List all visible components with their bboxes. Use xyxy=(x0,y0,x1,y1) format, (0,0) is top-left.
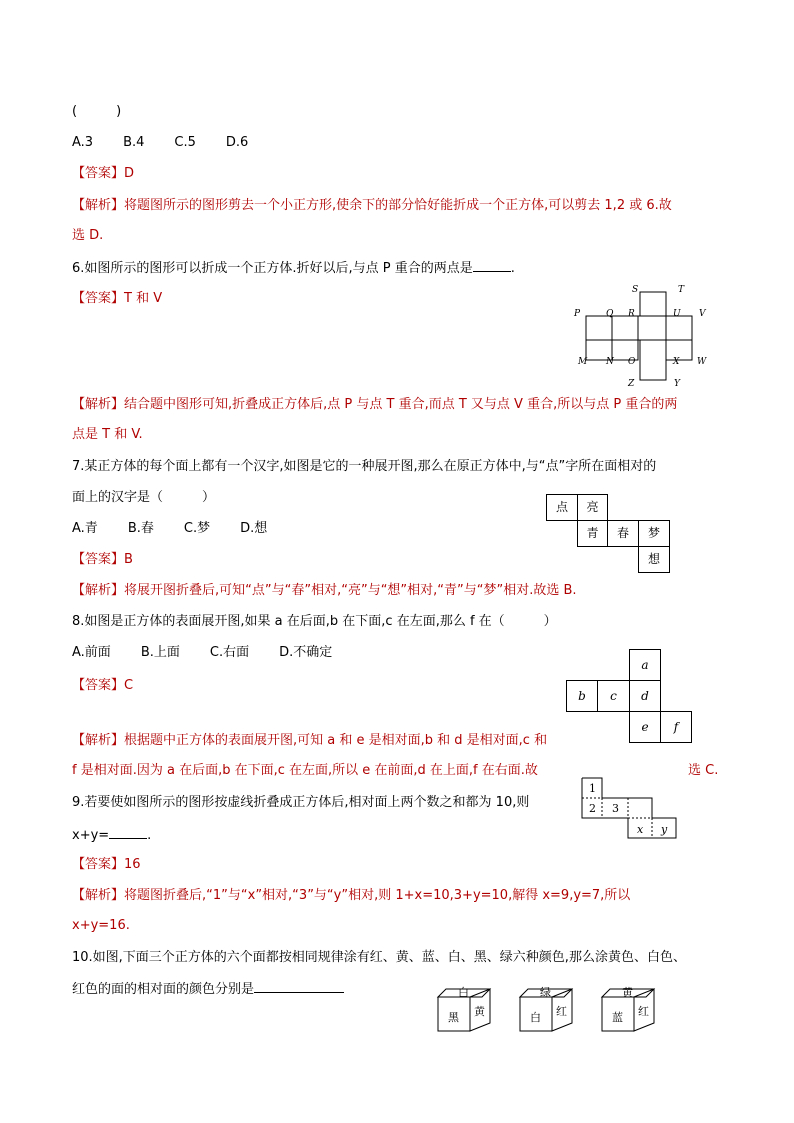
q10-stem-line2 xyxy=(72,980,344,999)
answer-value: T 和 V xyxy=(124,291,163,306)
q5-option-b: B.4 xyxy=(123,135,145,150)
q8-face-a: a xyxy=(629,649,661,681)
q8-analysis-line2: f 是相对面.因为 a 在后面,b 在下面,c 在左面,所以 e 在前面,d 在上面,f 在右面.故 xyxy=(72,763,538,778)
q8-analysis-line2-end: 选 C. xyxy=(688,763,719,778)
q8-option-b: B.上面 xyxy=(140,645,180,660)
q6-label-v: V xyxy=(699,309,706,319)
q9-cube-net-figure xyxy=(580,776,680,840)
q7-option-a: A.青 xyxy=(72,521,98,536)
q7-face-qing: 青 xyxy=(577,520,608,547)
cube2-side: 红 xyxy=(556,1005,567,1018)
analysis-text: 根据题中正方体的表面展开图,可知 a 和 e 是相对面,b 和 d 是相对面,c 和 xyxy=(124,733,548,748)
q8-option-d: D.不确定 xyxy=(279,645,333,660)
analysis-text: 将题图折叠后,“1”与“x”相对,“3”与“y”相对,则 1+x=10,3+y=10,解得 x=9,y=7,所以 xyxy=(124,888,631,903)
cube1-side: 黄 xyxy=(474,1005,485,1018)
q8-face-b: b xyxy=(566,680,598,712)
q8-options xyxy=(72,644,362,662)
q5-option-d: D.6 xyxy=(225,135,249,150)
q9-answer xyxy=(72,856,141,874)
q5-analysis-line2: 选 D. xyxy=(72,228,104,243)
q6-stem xyxy=(72,259,515,278)
q6-label-r: R xyxy=(628,309,635,319)
analysis-label: 【解析】 xyxy=(72,733,125,748)
analysis-label: 【解析】 xyxy=(72,397,125,412)
q9-face-3: 3 xyxy=(612,802,619,815)
q6-label-p: P xyxy=(574,309,581,319)
q5-option-a: A.3 xyxy=(72,135,94,150)
cube1-top: 白 xyxy=(458,986,469,999)
q6-label-x: X xyxy=(673,357,680,367)
q10-cubes-figure xyxy=(432,985,672,1045)
analysis-label: 【解析】 xyxy=(72,583,125,598)
q7-face-xiang: 想 xyxy=(638,546,670,573)
analysis-text: 结合题中图形可知,折叠成正方体后,点 P 与点 T 重合,而点 T 又与点 V 重合,所以与点 P 重合的两 xyxy=(124,397,678,412)
q8-answer xyxy=(72,677,133,695)
q9-analysis-line2: x+y=16. xyxy=(72,918,130,933)
q7-face-chun: 春 xyxy=(607,520,639,547)
q6-analysis-line2: 点是 T 和 V. xyxy=(72,427,143,442)
q6-label-w: W xyxy=(697,357,707,367)
q6-analysis-line1 xyxy=(72,396,677,414)
q6-label-q: Q xyxy=(606,309,614,319)
cube3-front: 蓝 xyxy=(612,1011,623,1024)
q6-label-n: N xyxy=(606,357,614,367)
analysis-text: 将展开图折叠后,可知“点”与“春”相对,“亮”与“想”相对,“青”与“梦”相对.故选 B. xyxy=(124,583,577,598)
q9-stem-line2 xyxy=(72,826,151,845)
q5-analysis-line1 xyxy=(72,197,672,215)
q6-answer-blank xyxy=(473,259,511,272)
q6-cube-net-figure xyxy=(570,280,720,390)
q8-option-c: C.右面 xyxy=(209,645,250,660)
q10-stem-text: 红色的面的相对面的颜色分别是 xyxy=(72,982,255,997)
answer-label: 【答案】 xyxy=(72,166,125,181)
q8-stem: 8.如图是正方体的表面展开图,如果 a 在后面,b 在下面,c 在左面,那么 f 在（ ） xyxy=(72,614,557,629)
q6-label-s: S xyxy=(632,285,639,295)
answer-label: 【答案】 xyxy=(72,291,125,306)
q8-face-e: e xyxy=(629,711,661,743)
q9-analysis-line1 xyxy=(72,887,630,905)
q7-option-b: B.春 xyxy=(127,521,154,536)
q10-answer-blank xyxy=(254,980,344,993)
q7-analysis xyxy=(72,582,577,600)
answer-value: B xyxy=(124,552,133,567)
q7-cube-net-figure xyxy=(546,494,670,578)
q7-stem-line2: 面上的汉字是（ ） xyxy=(72,490,216,505)
q9-face-2: 2 xyxy=(589,802,596,815)
cube1-front: 黑 xyxy=(448,1011,459,1024)
q6-label-z: Z xyxy=(628,379,635,389)
q8-face-d: d xyxy=(629,680,661,712)
q8-face-c: c xyxy=(597,680,630,712)
q7-option-d: D.想 xyxy=(240,521,268,536)
q6-label-y: Y xyxy=(674,379,680,389)
answer-value: C xyxy=(124,678,134,693)
cube2-top: 绿 xyxy=(540,986,551,999)
q9-stem-end: . xyxy=(147,828,152,843)
q9-answer-blank xyxy=(109,826,147,839)
answer-label: 【答案】 xyxy=(72,678,125,693)
q8-option-a: A.前面 xyxy=(72,645,111,660)
q7-face-meng: 梦 xyxy=(638,520,670,547)
answer-label: 【答案】 xyxy=(72,552,125,567)
q7-face-dian: 点 xyxy=(546,494,578,521)
q7-option-c: C.梦 xyxy=(183,521,211,536)
q5-options xyxy=(72,134,278,152)
q8-analysis-line1 xyxy=(72,732,547,750)
cube3-top: 黄 xyxy=(622,986,633,999)
cube3-side: 红 xyxy=(638,1005,649,1018)
q9-face-y: y xyxy=(661,823,668,836)
q6-answer xyxy=(72,290,162,308)
answer-value: 16 xyxy=(124,857,141,872)
q6-label-u: U xyxy=(673,309,681,319)
q7-face-liang: 亮 xyxy=(577,494,608,521)
q6-label-t: T xyxy=(678,285,685,295)
q10-stem-line1: 10.如图,下面三个正方体的六个面都按相同规律涂有红、黄、蓝、白、黑、绿六种颜色,那么涂黄色、白色、 xyxy=(72,950,686,965)
q5-option-c: C.5 xyxy=(174,135,196,150)
q5-paren: ( ) xyxy=(72,104,122,119)
answer-label: 【答案】 xyxy=(72,857,125,872)
q7-options xyxy=(72,520,297,538)
q5-answer xyxy=(72,165,134,183)
q9-face-x: x xyxy=(637,823,644,836)
answer-value: D xyxy=(124,166,135,181)
q6-stem-end: . xyxy=(510,261,515,276)
q6-stem-text: 6.如图所示的图形可以折成一个正方体.折好以后,与点 P 重合的两点是 xyxy=(72,261,473,276)
q7-stem-line1: 7.某正方体的每个面上都有一个汉字,如图是它的一种展开图,那么在原正方体中,与“点”字所在面相对的 xyxy=(72,459,657,474)
q9-face-1: 1 xyxy=(589,782,596,795)
analysis-text: 将题图所示的图形剪去一个小正方形,使余下的部分恰好能折成一个正方体,可以剪去 1,2 或 6.故 xyxy=(124,198,672,213)
q7-answer xyxy=(72,551,133,569)
analysis-label: 【解析】 xyxy=(72,888,125,903)
analysis-label: 【解析】 xyxy=(72,198,125,213)
q6-label-o: O xyxy=(628,357,636,367)
cube2-front: 白 xyxy=(530,1011,541,1024)
q9-stem-text: x+y= xyxy=(72,828,110,843)
q9-stem-line1: 9.若要使如图所示的图形按虚线折叠成正方体后,相对面上两个数之和都为 10,则 xyxy=(72,795,530,810)
q8-cube-net-figure xyxy=(566,649,692,744)
q8-face-f: f xyxy=(660,711,692,743)
q6-label-m: M xyxy=(578,357,588,367)
